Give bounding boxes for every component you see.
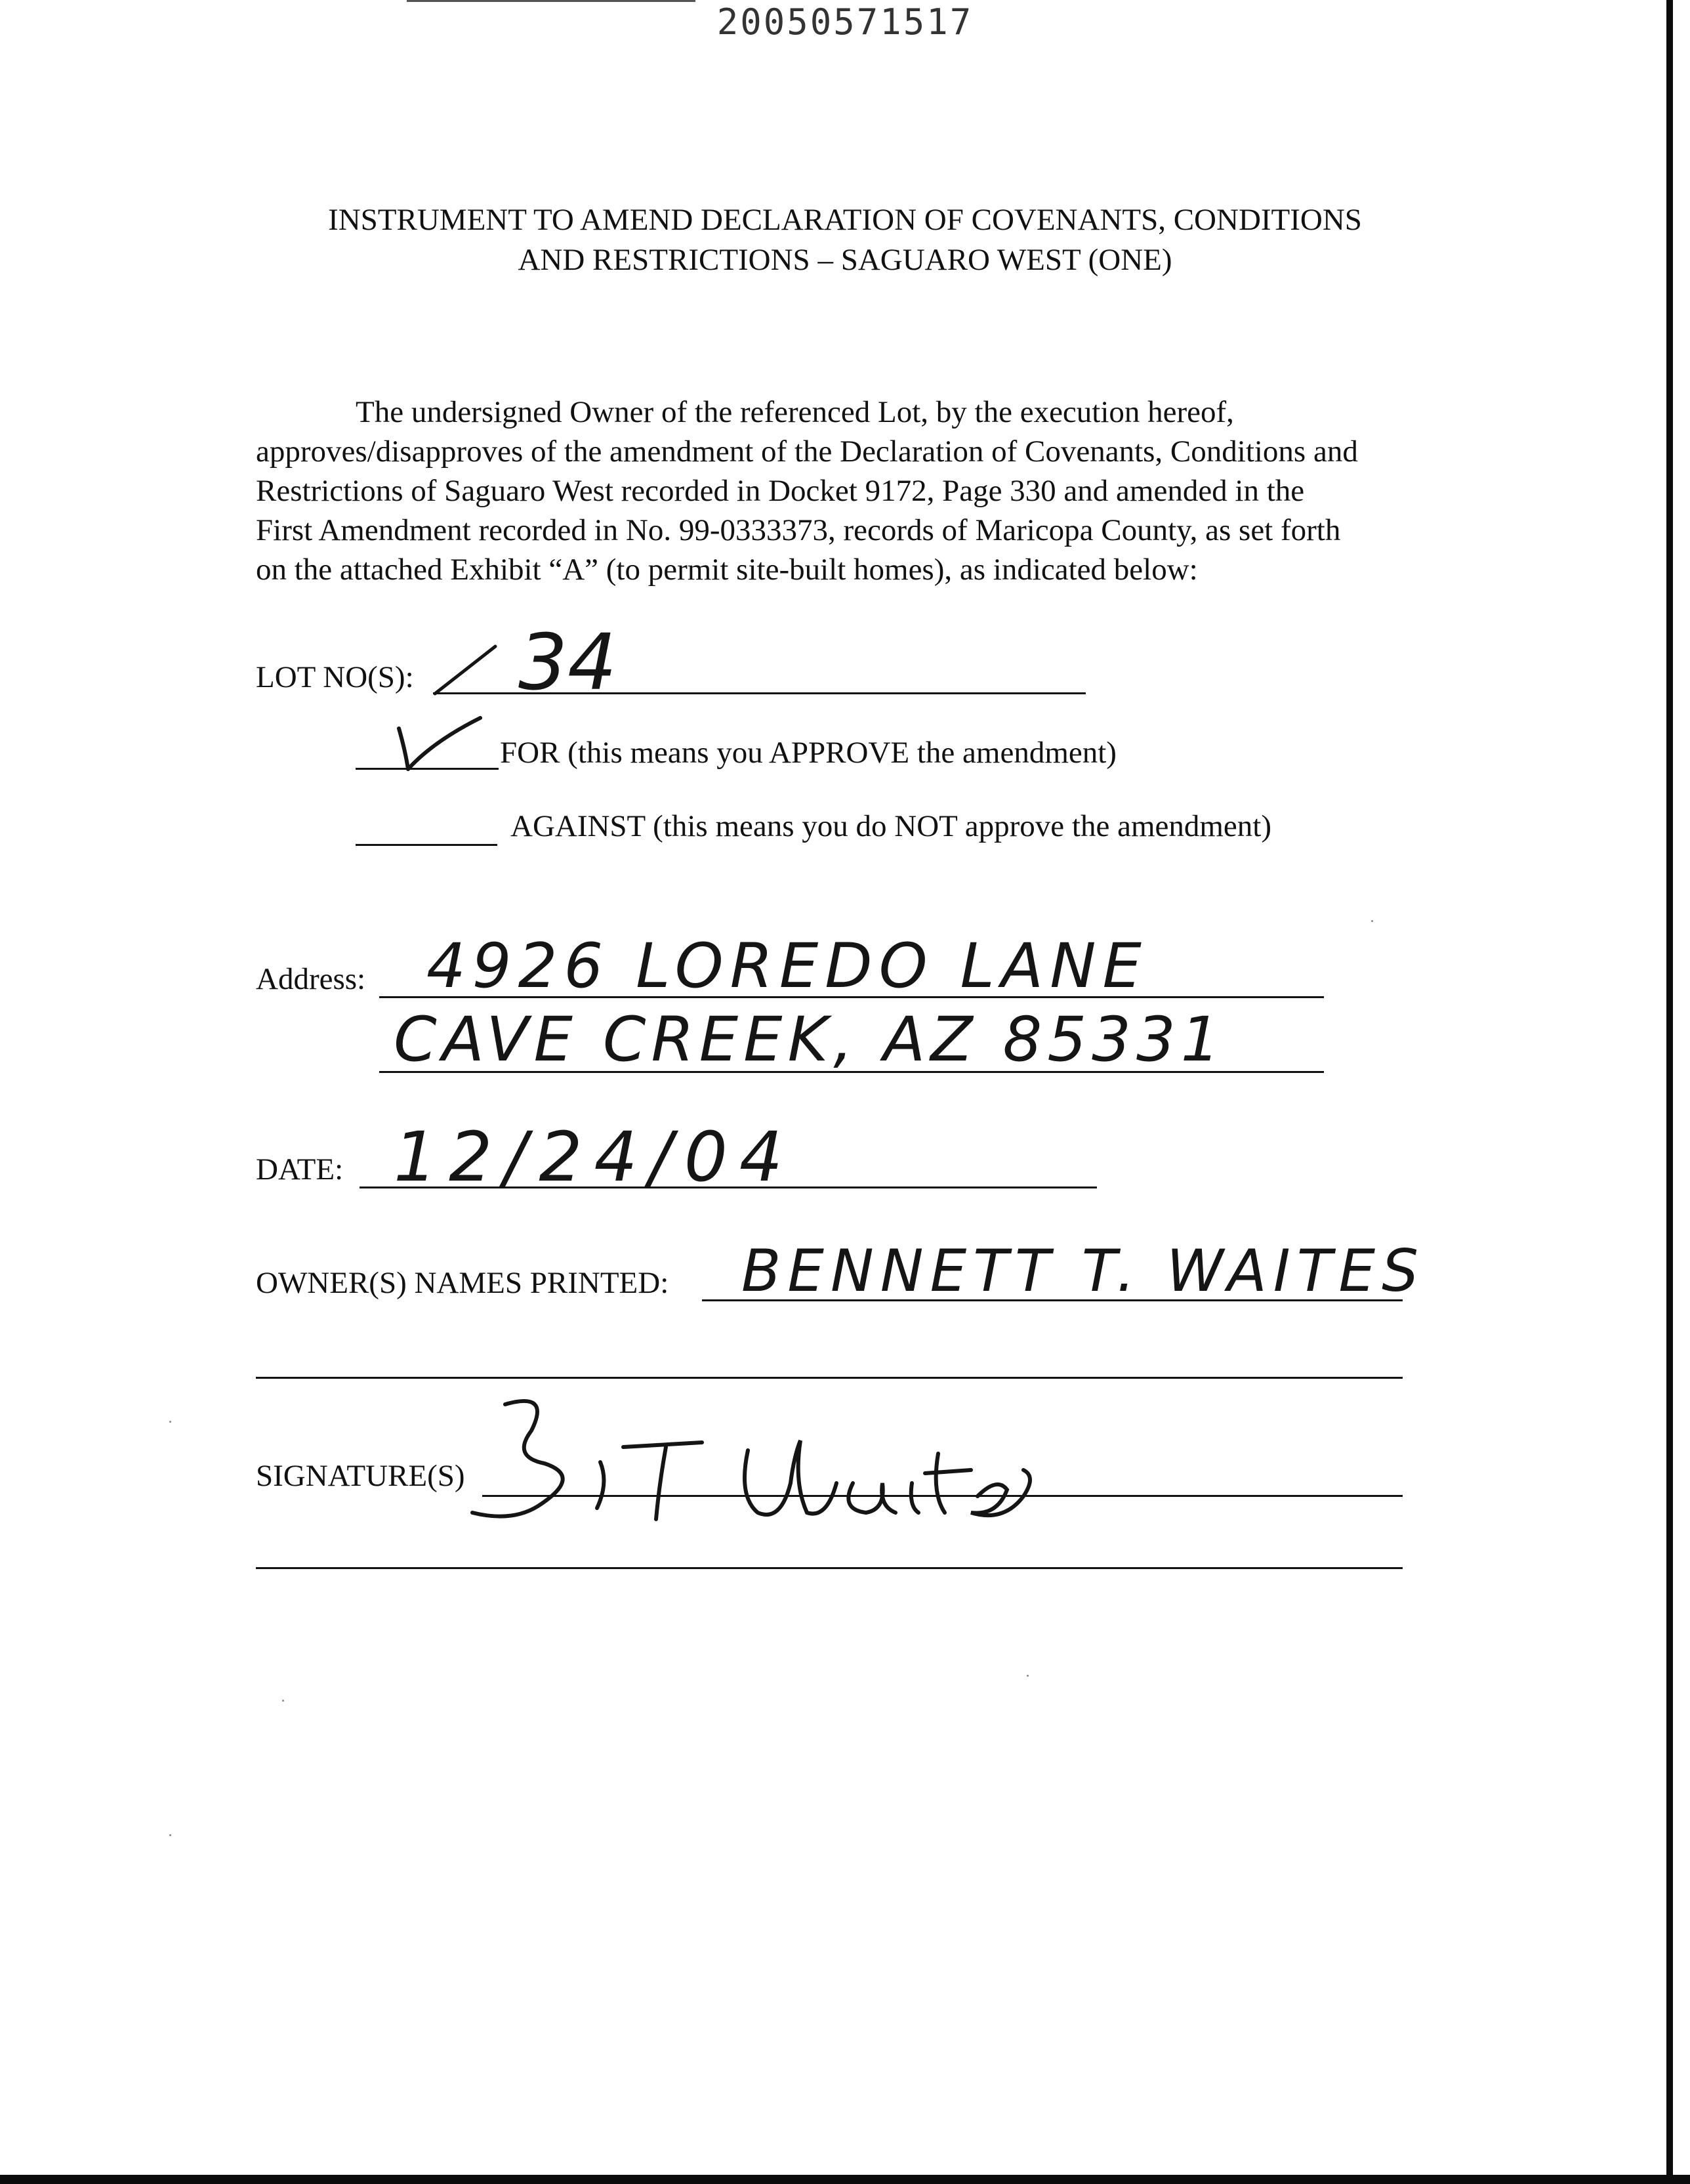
lot-slash-mark	[430, 640, 502, 699]
page-edge-right	[1666, 0, 1673, 2184]
for-label: FOR (this means you APPROVE the amendment)	[500, 736, 1117, 770]
body-line-4: First Amendment recorded in No. 99-0333373, records of Maricopa County, as set forth	[256, 513, 1341, 547]
lot-label: LOT NO(S):	[256, 660, 414, 694]
address-line-1-handwritten: 4926 LOREDO LANE	[426, 931, 1148, 1002]
scan-speck	[1027, 1675, 1029, 1677]
recording-number: 20050571517	[716, 1, 974, 43]
address-label: Address:	[256, 962, 366, 996]
for-check-mark	[394, 715, 485, 774]
scan-speck	[282, 1700, 284, 1702]
signature-second-line[interactable]	[256, 1567, 1403, 1569]
signature-scribble	[459, 1385, 1050, 1536]
owner-names-handwritten: BENNETT T. WAITES	[741, 1237, 1425, 1305]
lot-number-handwritten: 34	[518, 617, 617, 707]
body-line-2: approves/disapproves of the amendment of the Declaration of Covenants, Conditions and	[256, 434, 1358, 469]
body-paragraph	[256, 392, 1358, 589]
body-line-3: Restrictions of Saguaro West recorded in Docket 9172, Page 330 and amended in the	[256, 474, 1305, 508]
page-edge-bottom	[0, 2175, 1690, 2184]
date-label: DATE:	[256, 1152, 344, 1186]
body-line-5: on the attached Exhibit “A” (to permit site-built homes), as indicated below:	[256, 553, 1198, 587]
date-handwritten: 12/24/04	[394, 1117, 795, 1197]
body-line-1: The undersigned Owner of the referenced Lot, by the execution hereof,	[356, 395, 1234, 429]
owner-names-label: OWNER(S) NAMES PRINTED:	[256, 1266, 669, 1300]
against-blank-line[interactable]	[356, 844, 497, 846]
scan-speck	[169, 1421, 171, 1423]
owner-names-second-line[interactable]	[256, 1377, 1403, 1379]
signature-label: SIGNATURE(S)	[256, 1459, 465, 1493]
document-title	[197, 200, 1493, 280]
title-line-1: INSTRUMENT TO AMEND DECLARATION OF COVENANTS, CONDITIONS	[328, 203, 1362, 237]
scan-speck	[1371, 920, 1373, 922]
title-line-2: AND RESTRICTIONS – SAGUARO WEST (ONE)	[518, 243, 1172, 277]
scan-speck	[169, 1834, 171, 1836]
address-line-2-handwritten: CAVE CREEK, AZ 85331	[394, 1004, 1226, 1076]
against-label: AGAINST (this means you do NOT approve the amendment)	[510, 809, 1271, 843]
